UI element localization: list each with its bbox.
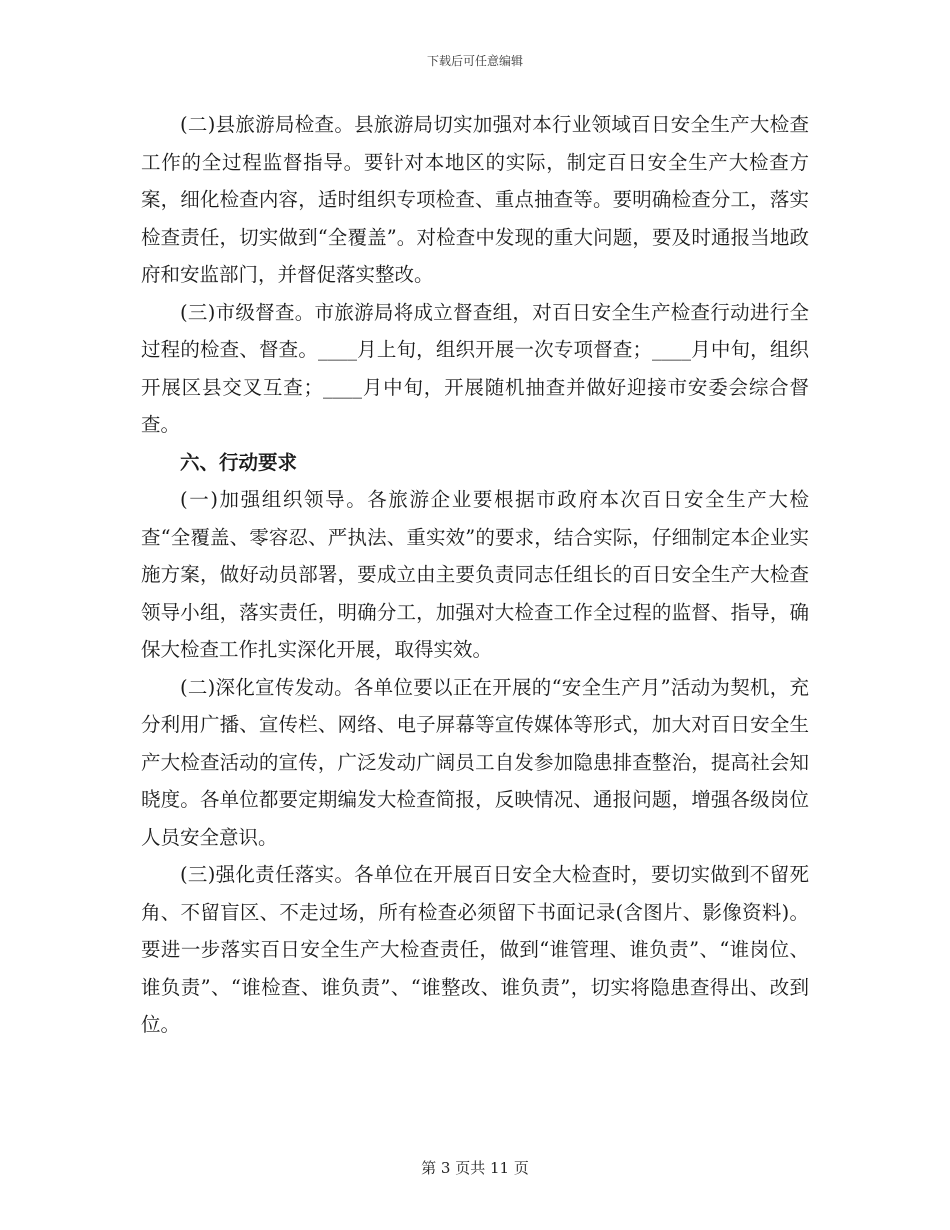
paragraph-responsibility: (三)强化责任落实。各单位在开展百日安全大检查时，要切实做到不留死角、不留盲区、不走过场，所有检查必须留下书面记录(含图片、影像资料)。要进一步落实百日安全生产大检查责任，做到“谁管理、谁负责”、“谁岗位、谁负责”、“谁检查、谁负责”、“谁整改、谁负责”，切实将隐患查得出、改到位。 [141,863,809,1036]
document-body [141,106,809,1044]
page-footer: 第 3 页共 11 页 [421,1159,529,1177]
paragraph-county-inspection: (二)县旅游局检查。县旅游局切实加强对本行业领域百日安全生产大检查工作的全过程监督指导。要针对本地区的实际，制定百日安全生产大检查方案，细化检查内容，适时组织专项检查、重点抽查等。要明确检查分工，落实检查责任，切实做到“全覆盖”。对检查中发现的重大问题，要及时通报当地政府和安监部门，并督促落实整改。 [141,113,809,286]
paragraph-city-supervision: (三)市级督查。市旅游局将成立督查组，对百日安全生产检查行动进行全过程的检查、督查。____月上旬，组织开展一次专项督查；____月中旬，组织开展区县交叉互查；____月中旬，开展随机抽查并做好迎接市安委会综合督查。 [141,300,809,436]
paragraph-publicity: (二)深化宣传发动。各单位要以正在开展的“安全生产月”活动为契机，充分利用广播、宣传栏、网络、电子屏幕等宣传媒体等形式，加大对百日安全生产大检查活动的宣传，广泛发动广阔员工自发参加隐患排查整治，提高社会知晓度。各单位都要定期编发大检查简报，反映情况、通报问题，增强各级岗位人员安全意识。 [141,675,809,849]
paragraph-organization-leadership: (一)加强组织领导。各旅游企业要根据市政府本次百日安全生产大检查“全覆盖、零容忍、严执法、重实效”的要求，结合实际，仔细制定本企业实施方案，做好动员部署，要成立由主要负责同志任组长的百日安全生产大检查领导小组，落实责任，明确分工，加强对大检查工作全过程的监督、指导，确保大检查工作扎实深化开展，取得实效。 [141,488,809,661]
section-heading-action-requirements: 六、行动要求 [180,450,298,474]
page-header: 下载后可任意编辑 [426,54,523,68]
